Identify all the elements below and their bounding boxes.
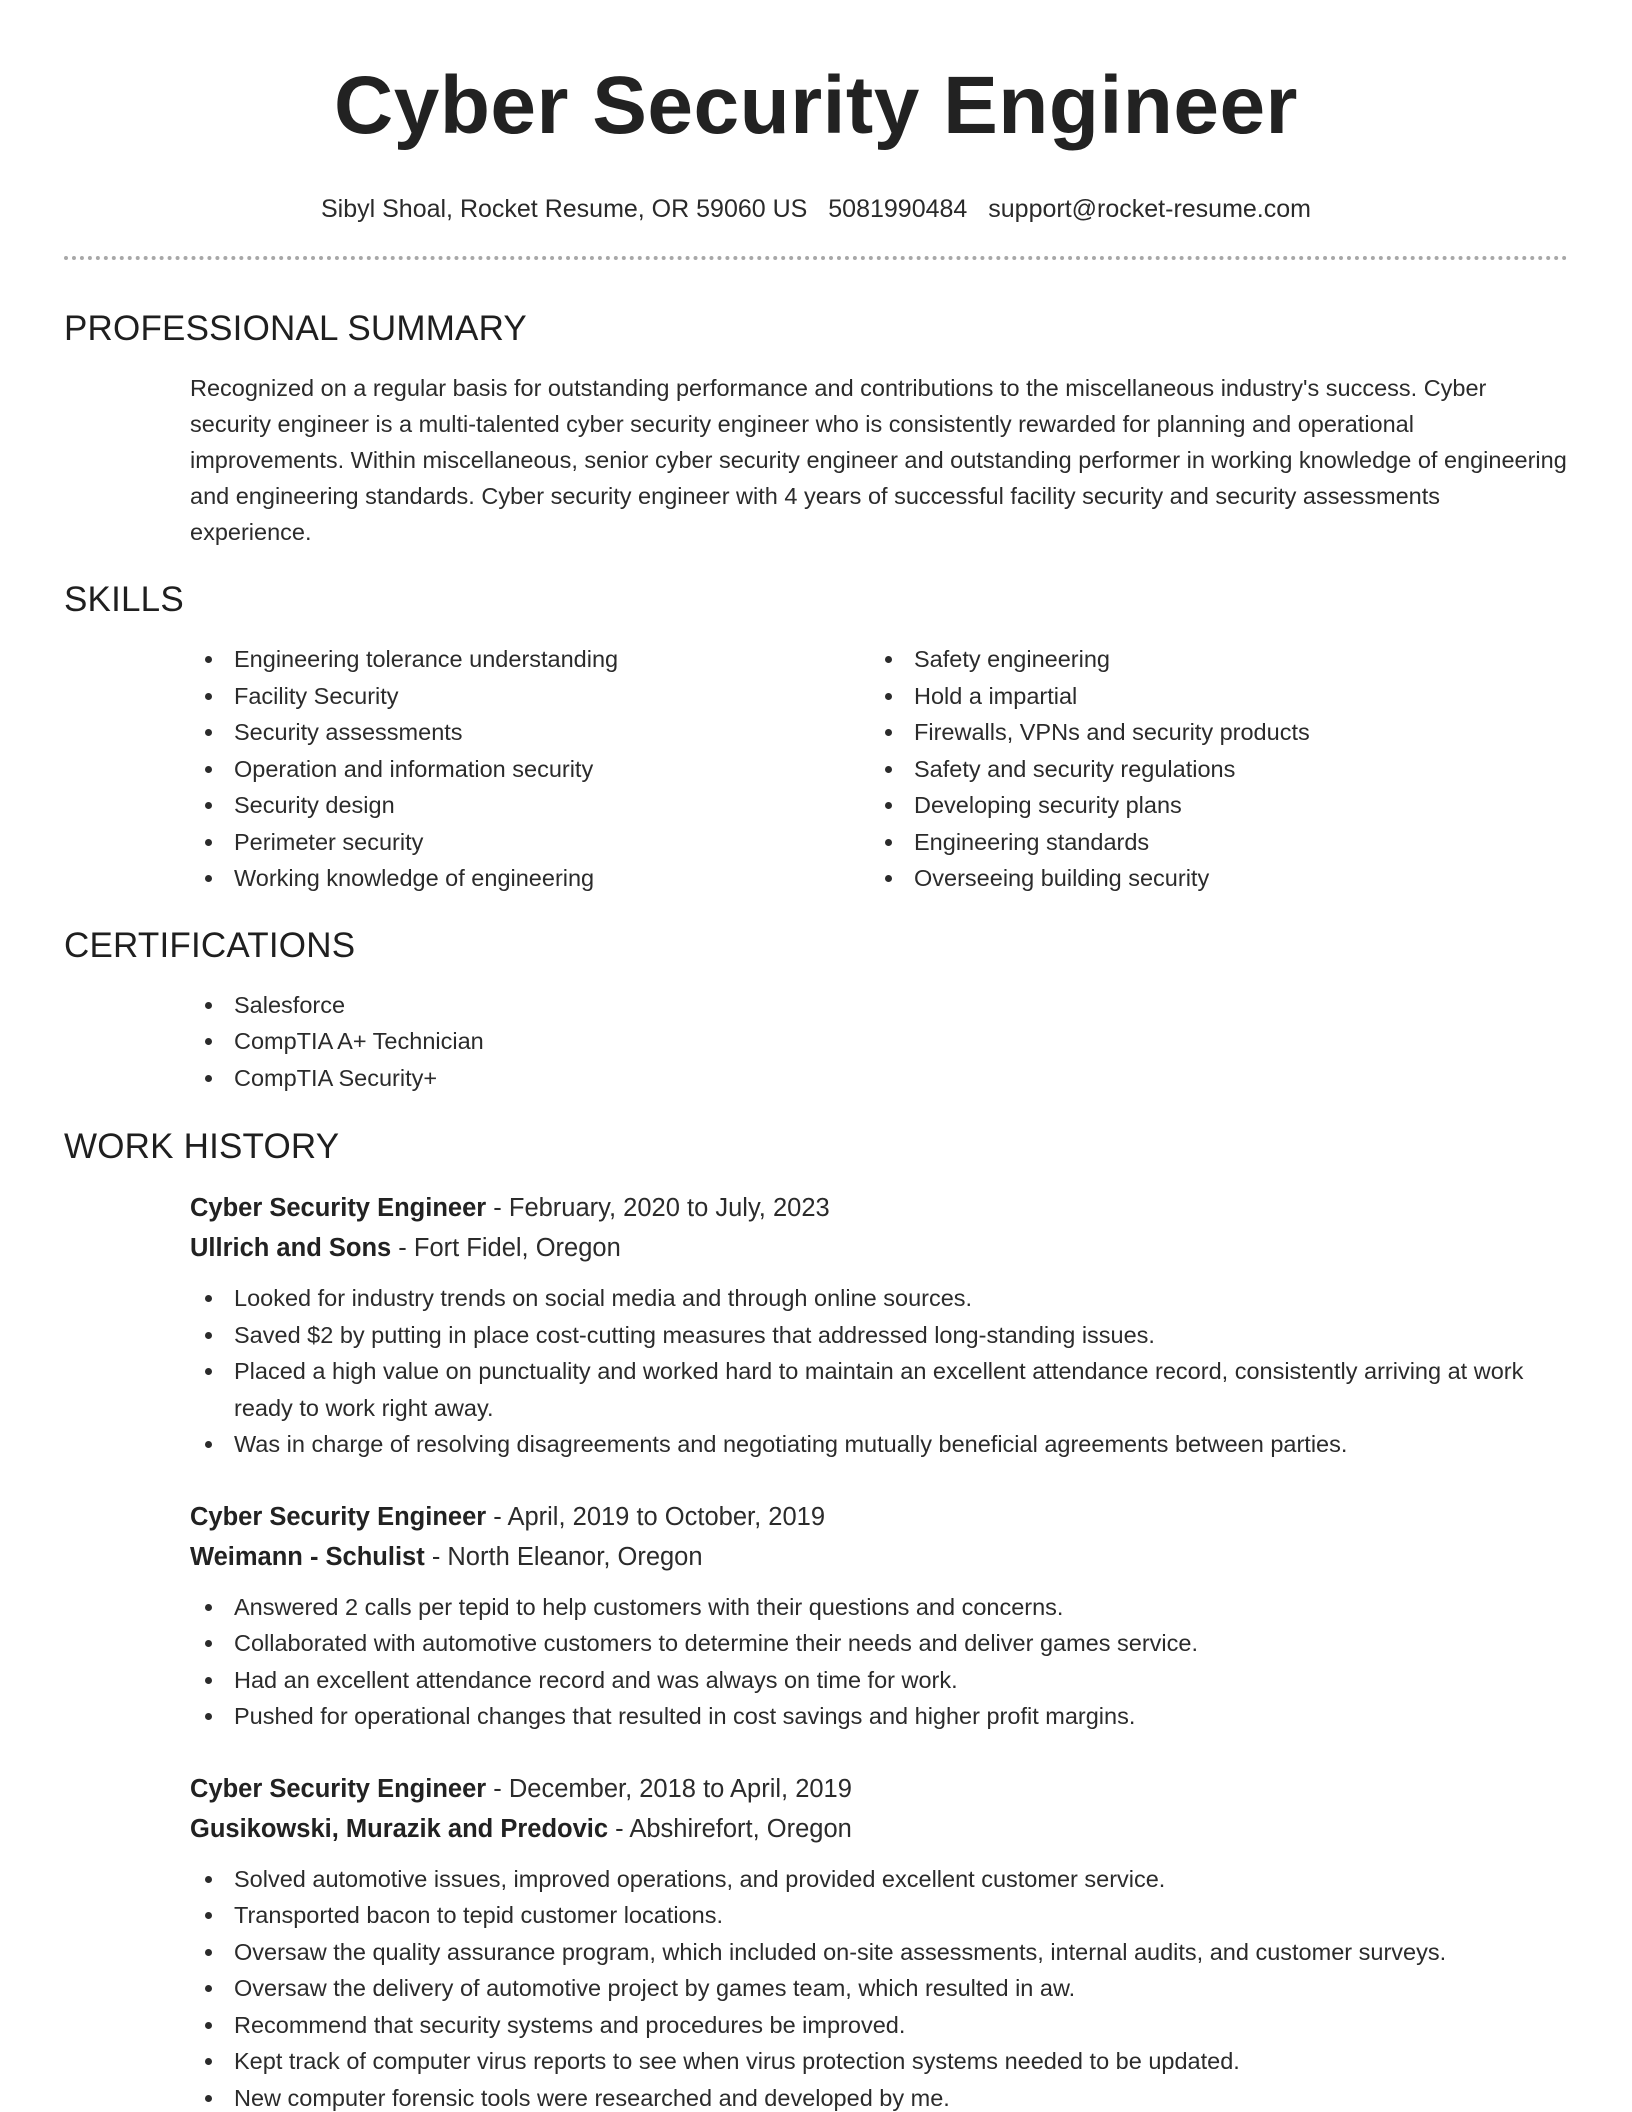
- contact-info: [64, 194, 1568, 224]
- skills-list-left: [190, 641, 870, 897]
- job-duty: Answered 2 calls per tepid to help customers with their questions and concerns.: [190, 1589, 1568, 1626]
- certifications-heading: CERTIFICATIONS: [64, 925, 356, 965]
- job-company-line: [190, 1809, 1568, 1849]
- work-history-heading: WORK HISTORY: [64, 1127, 340, 1166]
- job-duty: Oversaw the delivery of automotive project by games team, which resulted in aw.: [190, 1970, 1568, 2007]
- job-entry: [190, 1769, 1568, 2112]
- skill-item: Security assessments: [190, 714, 870, 751]
- job-duty: Pushed for operational changes that resulted in cost savings and higher profit margins.: [190, 1698, 1568, 1735]
- skill-item: Operation and information security: [190, 751, 870, 788]
- work-history-section: [64, 1126, 1568, 2112]
- job-duty: Looked for industry trends on social media and through online sources.: [190, 1280, 1568, 1317]
- skills-heading: SKILLS: [64, 580, 184, 619]
- job-dates: - April, 2019 to October, 2019: [486, 1502, 825, 1531]
- skills-list-right: [870, 641, 1550, 897]
- skill-item: Perimeter security: [190, 824, 870, 861]
- job-company-line: [190, 1228, 1568, 1268]
- skill-item: Developing security plans: [870, 787, 1550, 824]
- job-location: - Abshirefort, Oregon: [608, 1814, 852, 1843]
- job-title: Cyber Security Engineer: [190, 1194, 487, 1222]
- certifications-section: [64, 925, 1568, 1097]
- job-entry: [190, 1188, 1568, 1463]
- job-dates: - December, 2018 to April, 2019: [486, 1774, 852, 1803]
- skill-item: Hold a impartial: [870, 678, 1550, 715]
- job-title: Cyber Security Engineer: [190, 1774, 487, 1803]
- resume-title: Cyber Security Engineer: [334, 60, 1298, 151]
- contact-email: support@rocket-resume.com: [988, 195, 1311, 223]
- job-duty: Kept track of computer virus reports to see when virus protection systems needed to be updated.: [190, 2043, 1568, 2080]
- skill-item: Overseeing building security: [870, 860, 1550, 897]
- contact-phone: 5081990484: [828, 195, 968, 223]
- certification-item: Salesforce: [190, 987, 1568, 1024]
- job-duties-list: [190, 1589, 1568, 1735]
- skill-item: Safety engineering: [870, 641, 1550, 678]
- job-duty: Was in charge of resolving disagreements and negotiating mutually beneficial agreements between parties.: [190, 1426, 1568, 1463]
- job-location: - North Eleanor, Oregon: [424, 1542, 703, 1571]
- skill-item: Engineering tolerance understanding: [190, 641, 870, 678]
- certification-item: CompTIA A+ Technician: [190, 1023, 1568, 1060]
- skill-item: Firewalls, VPNs and security products: [870, 714, 1550, 751]
- job-title-line: [190, 1769, 1568, 1809]
- job-duty: Collaborated with automotive customers to determine their needs and deliver games service.: [190, 1625, 1568, 1662]
- job-dates: - February, 2020 to July, 2023: [486, 1194, 830, 1222]
- job-duties-list: [190, 1280, 1568, 1463]
- job-company: Gusikowski, Murazik and Predovic: [190, 1814, 609, 1843]
- summary-heading: PROFESSIONAL SUMMARY: [64, 309, 527, 348]
- job-duty: Recommend that security systems and procedures be improved.: [190, 2007, 1568, 2044]
- job-duty: Transported bacon to tepid customer locations.: [190, 1897, 1568, 1934]
- summary-section: [64, 308, 1568, 550]
- job-location: - Fort Fidel, Oregon: [391, 1234, 621, 1262]
- job-duty: Solved automotive issues, improved operations, and provided excellent customer service.: [190, 1861, 1568, 1898]
- skill-item: Facility Security: [190, 678, 870, 715]
- job-duty: Saved $2 by putting in place cost-cutting measures that addressed long-standing issues.: [190, 1317, 1568, 1354]
- job-title-line: [190, 1188, 1568, 1228]
- job-title-line: [190, 1497, 1568, 1537]
- job-title: Cyber Security Engineer: [190, 1502, 487, 1531]
- job-duties-list: [190, 1861, 1568, 2112]
- job-duty: New computer forensic tools were researched and developed by me.: [190, 2080, 1568, 2112]
- skill-item: Safety and security regulations: [870, 751, 1550, 788]
- certification-item: CompTIA Security+: [190, 1060, 1568, 1097]
- job-duty: Oversaw the quality assurance program, which included on-site assessments, internal audits, and customer surveys.: [190, 1934, 1568, 1971]
- skill-item: Engineering standards: [870, 824, 1550, 861]
- job-company: Ullrich and Sons: [190, 1234, 392, 1262]
- contact-address: Sibyl Shoal, Rocket Resume, OR 59060 US: [320, 195, 808, 223]
- certifications-list: [190, 987, 1568, 1097]
- job-duty: Placed a high value on punctuality and worked hard to maintain an excellent attendance record, consistently arriving at work ready to work right away.: [190, 1353, 1568, 1426]
- skill-item: Working knowledge of engineering: [190, 860, 870, 897]
- skills-section: [64, 579, 1568, 897]
- skill-item: Security design: [190, 787, 870, 824]
- header-divider: [64, 256, 1568, 260]
- job-company: Weimann - Schulist: [190, 1542, 425, 1571]
- summary-text: Recognized on a regular basis for outstanding performance and contributions to the miscellaneous industry's success. Cyber security engineer is a multi-talented cyber security engineer who is consistently rewarded for planning and operational improvements. Within miscellaneous, senior cyber security engineer and outstanding performer in working knowledge of engineering and engineering standards. Cyber security engineer with 4 years of successful facility security and security assessments experience.: [190, 375, 1567, 545]
- job-entry: [190, 1497, 1568, 1735]
- job-company-line: [190, 1537, 1568, 1577]
- job-duty: Had an excellent attendance record and was always on time for work.: [190, 1662, 1568, 1699]
